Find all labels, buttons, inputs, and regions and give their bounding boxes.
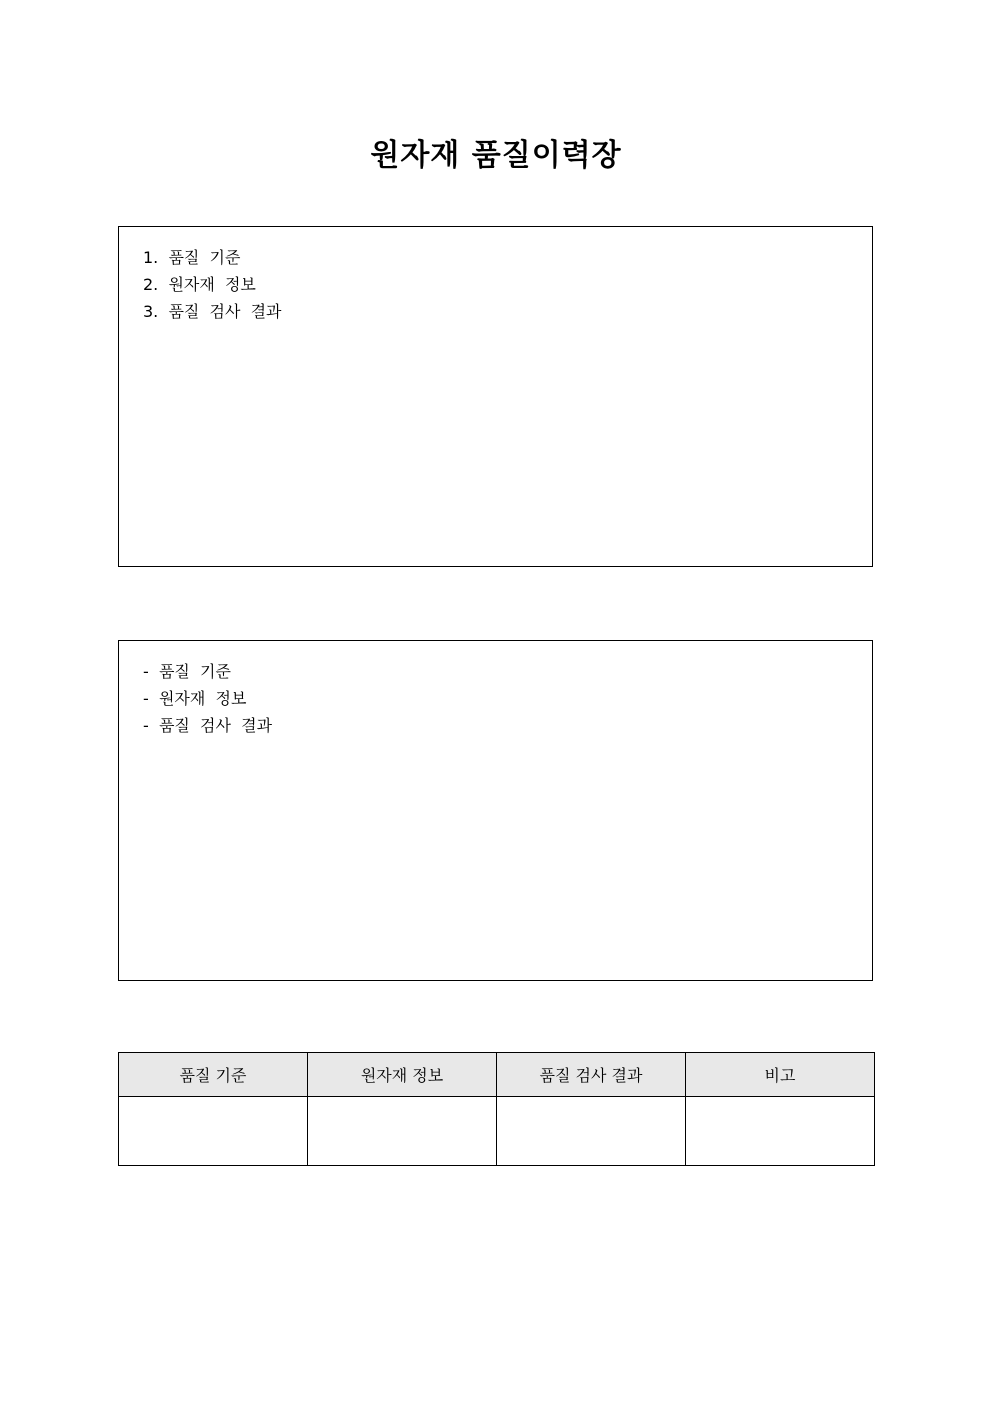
table-cell[interactable] — [119, 1097, 308, 1166]
table-cell[interactable] — [686, 1097, 875, 1166]
list-item: - 원자재 정보 — [143, 689, 247, 708]
header-quality-standard: 품질 기준 — [119, 1053, 308, 1097]
numbered-list-box — [118, 226, 873, 567]
bullet-list — [119, 641, 872, 739]
header-inspection-result: 품질 검사 결과 — [497, 1053, 686, 1097]
list-item: 3. 품질 검사 결과 — [143, 302, 282, 321]
table-header-row — [119, 1053, 875, 1097]
numbered-list — [119, 227, 872, 325]
list-item: 1. 품질 기준 — [143, 248, 241, 267]
table-row — [119, 1097, 875, 1166]
list-item: - 품질 기준 — [143, 662, 231, 681]
table-cell[interactable] — [497, 1097, 686, 1166]
bullet-list-box — [118, 640, 873, 981]
header-remarks: 비고 — [686, 1053, 875, 1097]
table-cell[interactable] — [308, 1097, 497, 1166]
summary-table — [118, 1052, 875, 1166]
list-item: - 품질 검사 결과 — [143, 716, 273, 735]
list-item: 2. 원자재 정보 — [143, 275, 256, 294]
page-title: 원자재 품질이력장 — [370, 138, 622, 173]
header-material-info: 원자재 정보 — [308, 1053, 497, 1097]
